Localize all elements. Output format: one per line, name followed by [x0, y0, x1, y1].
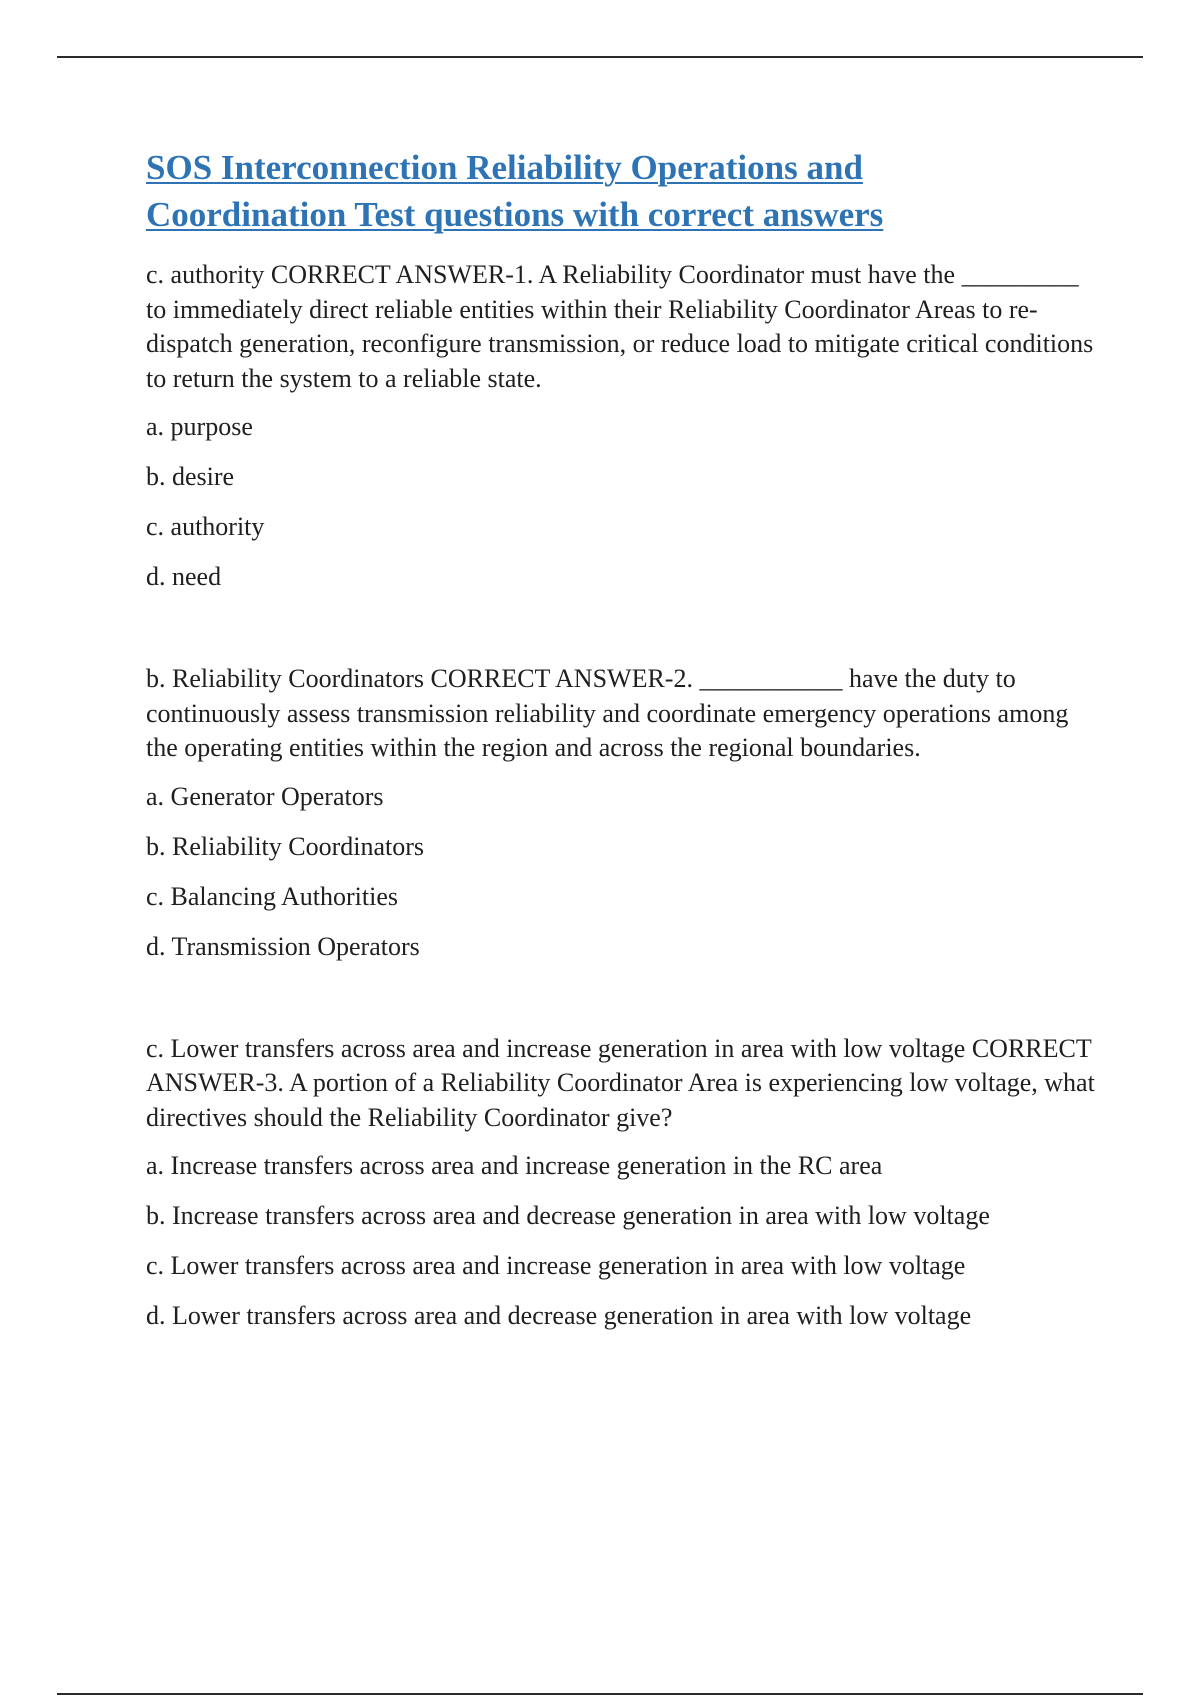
- answer-option: c. Lower transfers across area and increase generation in area with low voltage: [146, 1251, 966, 1280]
- title-line-1: SOS Interconnection Reliability Operations and: [146, 148, 863, 187]
- answer-option: d. need: [146, 562, 222, 591]
- answer-option: b. Reliability Coordinators: [146, 831, 425, 861]
- question-stem: c. authority CORRECT ANSWER-1. A Reliability Coordinator must have the _________ to immediately direct reliable entities within their Reliability Coordinator Areas to re-dispatch generation, reconfigure transmission, or reduce load to mitigate critical conditions to return the system to a reliable state.: [146, 260, 1094, 393]
- header-rule: [57, 56, 1143, 58]
- question-stem: b. Reliability Coordinators CORRECT ANSWER-2. ___________ have the duty to continuously assess transmission reliability and coordinate emergency operations among the operating entities within the region and across the regional boundaries.: [146, 664, 1069, 762]
- question-spacer: [146, 980, 1096, 1032]
- answer-option: c. authority: [146, 512, 265, 541]
- question-2: [146, 662, 1096, 964]
- answer-option: a. Increase transfers across area and increase generation in the RC area: [146, 1151, 883, 1180]
- answer-option: d. Lower transfers across area and decrease generation in area with low voltage: [146, 1301, 972, 1330]
- document-title[interactable]: [146, 144, 1096, 238]
- answer-option: b. Increase transfers across area and decrease generation in area with low voltage: [146, 1201, 990, 1230]
- question-spacer: [146, 610, 1096, 662]
- answer-option: a. Generator Operators: [146, 781, 384, 811]
- question-3: [146, 1032, 1096, 1334]
- answer-option: c. Balancing Authorities: [146, 881, 399, 911]
- footer-rule: [57, 1693, 1143, 1695]
- answer-option: d. Transmission Operators: [146, 931, 420, 961]
- document-body: [146, 144, 1096, 1349]
- answer-option: a. purpose: [146, 412, 253, 441]
- question-1: [146, 258, 1096, 594]
- title-line-2: Coordination Test questions with correct answers: [146, 195, 884, 234]
- answer-option: b. desire: [146, 462, 235, 491]
- question-stem: c. Lower transfers across area and increase generation in area with low voltage CORRECT ANSWER-3. A portion of a Reliability Coordinator Area is experiencing low voltage, what directives should the Reliability Coordinator give?: [146, 1033, 1095, 1132]
